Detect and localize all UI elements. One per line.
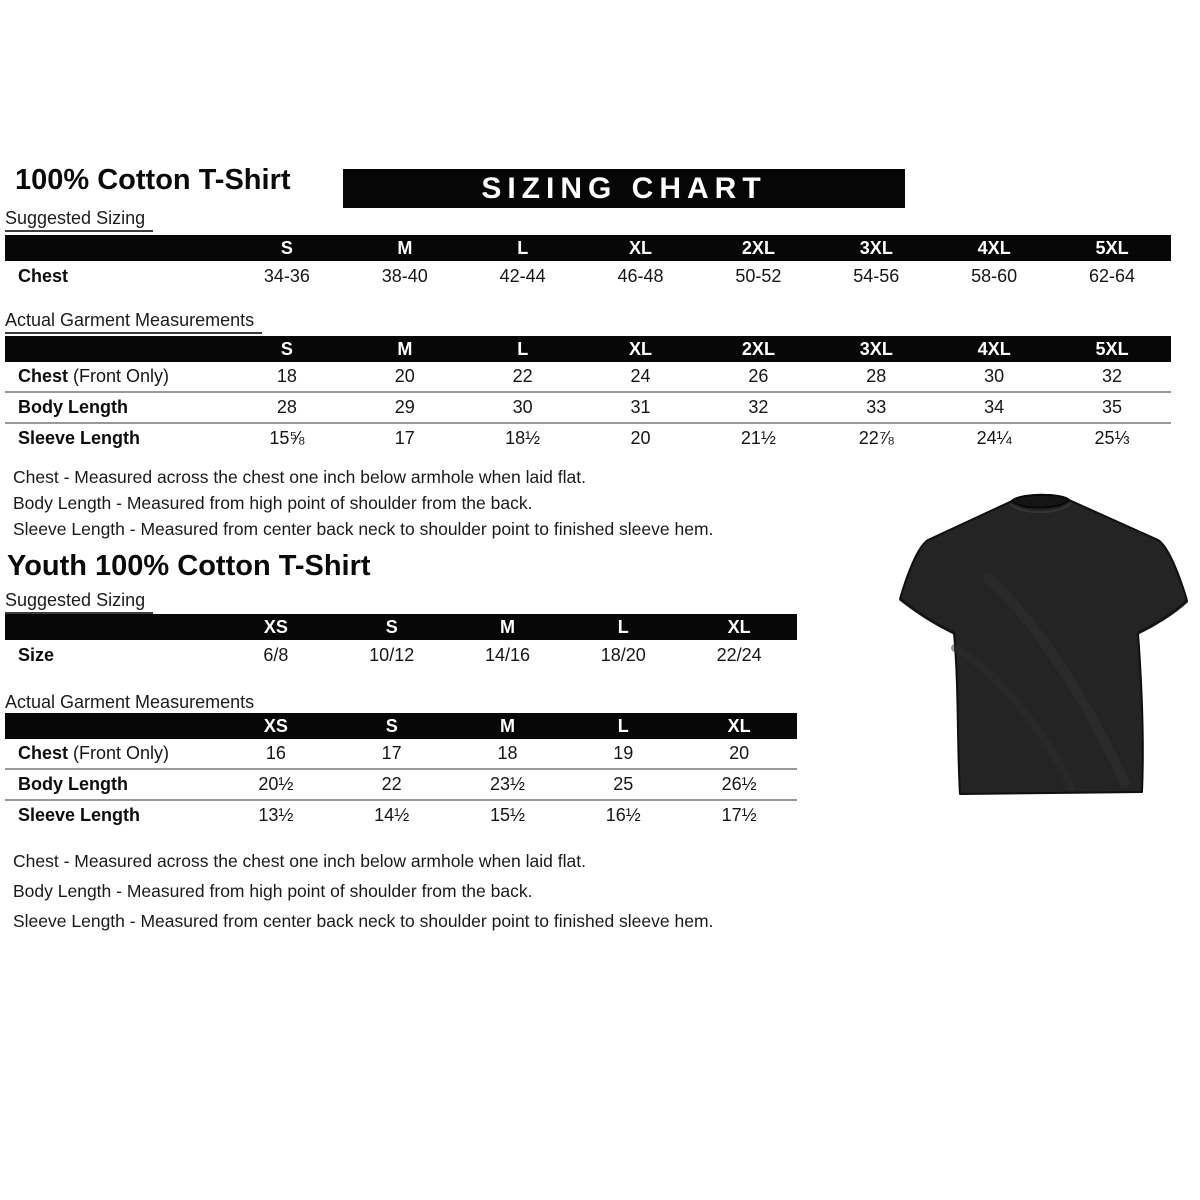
cell-value: 22⅞ xyxy=(817,423,935,453)
adult-actual-measurements-label: Actual Garment Measurements xyxy=(5,310,262,334)
cell-value: 34-36 xyxy=(263,265,310,286)
row-label xyxy=(5,739,218,769)
youth-actual-measurements-table xyxy=(5,713,797,830)
column-header-xs: XS xyxy=(218,713,334,739)
black-tshirt-photo xyxy=(893,483,1193,808)
cell-value: 22/24 xyxy=(716,644,762,665)
row-label-text: Chest xyxy=(18,743,69,763)
cell-value: 17 xyxy=(346,423,464,453)
cell-value: 23½ xyxy=(450,769,566,800)
cell-value: 18/20 xyxy=(600,644,646,665)
cell-value: 29 xyxy=(346,392,464,423)
table-row xyxy=(5,392,1171,423)
cell-value: 46-48 xyxy=(617,265,664,286)
cell-value: 25 xyxy=(565,769,681,800)
cell-value: 10/12 xyxy=(369,644,415,665)
column-header-xl: XL xyxy=(681,713,797,739)
column-header-m: M xyxy=(450,713,566,739)
cell-value: 32 xyxy=(700,392,818,423)
row-label xyxy=(5,769,218,800)
cell-value: 25⅓ xyxy=(1053,423,1171,453)
header-row xyxy=(5,713,797,739)
column-header-m: M xyxy=(450,614,566,640)
table-row xyxy=(5,423,1171,453)
cell-value: 20 xyxy=(394,366,415,386)
cell-value: 14/16 xyxy=(484,644,531,665)
cell-value: 17 xyxy=(381,743,402,763)
column-header-4xl: 4XL xyxy=(935,336,1053,362)
row-label-suffix: (Front Only) xyxy=(68,743,170,763)
cell-value: 26 xyxy=(748,366,769,386)
cell-value: 32 xyxy=(1102,366,1123,386)
adult-suggested-sizing-table xyxy=(5,235,1171,291)
column-header-l: L xyxy=(464,235,582,261)
table-row xyxy=(5,261,1171,291)
cell-value: 16½ xyxy=(565,800,681,830)
column-header-2xl: 2XL xyxy=(700,336,818,362)
column-header-s: S xyxy=(228,235,346,261)
header-row xyxy=(5,235,1171,261)
cell-value: 34 xyxy=(935,392,1053,423)
column-header-s: S xyxy=(334,713,450,739)
column-header-l: L xyxy=(464,336,582,362)
cell-value: 38-40 xyxy=(381,265,428,286)
youth-suggested-sizing-table xyxy=(5,614,797,670)
sleeve-length-note: Sleeve Length - Measured from center back neck to shoulder point to finished sleeve hem. xyxy=(13,519,714,539)
column-header-s: S xyxy=(334,614,450,640)
sizing-chart-banner: SIZING CHART xyxy=(343,169,905,208)
cell-value: 62-64 xyxy=(1089,265,1136,286)
row-label-suffix: (Front Only) xyxy=(68,366,170,386)
cell-value: 20 xyxy=(729,743,750,763)
cell-value: 58-60 xyxy=(971,265,1018,286)
cell-value: 54-56 xyxy=(853,265,900,286)
table-row xyxy=(5,739,797,769)
column-header-xl: XL xyxy=(582,336,700,362)
cell-value: 18 xyxy=(497,743,518,763)
column-header-5xl: 5XL xyxy=(1053,336,1171,362)
adult-suggested-sizing-label: Suggested Sizing xyxy=(5,208,153,232)
cell-value: 6/8 xyxy=(263,644,289,665)
cell-value: 24 xyxy=(630,366,651,386)
cell-value: 22 xyxy=(512,366,533,386)
row-label xyxy=(5,423,228,453)
cell-value: 15½ xyxy=(450,800,566,830)
cell-value: 24¼ xyxy=(935,423,1053,453)
cell-value: 14½ xyxy=(334,800,450,830)
youth-actual-measurements-label: Actual Garment Measurements xyxy=(5,692,262,716)
column-header-3xl: 3XL xyxy=(817,235,935,261)
cell-value: 22 xyxy=(334,769,450,800)
table-row xyxy=(5,640,797,670)
row-label-text: Chest xyxy=(18,265,69,286)
adult-section-title: 100% Cotton T-Shirt xyxy=(15,164,291,196)
column-header-empty xyxy=(5,235,228,261)
body-length-note: Body Length - Measured from high point of shoulder from the back. xyxy=(13,881,533,901)
adult-actual-measurements-table xyxy=(5,336,1171,453)
column-header-s: S xyxy=(228,336,346,362)
row-label xyxy=(5,362,228,392)
column-header-m: M xyxy=(346,235,464,261)
column-header-xs: XS xyxy=(218,614,334,640)
cell-value: 17½ xyxy=(681,800,797,830)
cell-value: 42-44 xyxy=(499,265,546,286)
youth-suggested-sizing-label: Suggested Sizing xyxy=(5,590,153,614)
cell-value: 20½ xyxy=(218,769,334,800)
cell-value: 28 xyxy=(866,366,887,386)
column-header-5xl: 5XL xyxy=(1053,235,1171,261)
adult-suggested-label-wrap xyxy=(5,208,153,232)
table-row xyxy=(5,769,797,800)
youth-section-title: Youth 100% Cotton T-Shirt xyxy=(7,550,371,582)
cell-value: 20 xyxy=(582,423,700,453)
column-header-3xl: 3XL xyxy=(817,336,935,362)
chest-note: Chest - Measured across the chest one inch below armhole when laid flat. xyxy=(13,467,586,487)
table-row xyxy=(5,800,797,830)
row-label xyxy=(5,261,228,291)
chest-note: Chest - Measured across the chest one inch below armhole when laid flat. xyxy=(13,851,586,871)
column-header-empty xyxy=(5,713,218,739)
column-header-xl: XL xyxy=(582,235,700,261)
cell-value: 26½ xyxy=(681,769,797,800)
column-header-l: L xyxy=(565,614,681,640)
body-length-note: Body Length - Measured from high point of shoulder from the back. xyxy=(13,493,533,513)
column-header-l: L xyxy=(565,713,681,739)
cell-value: 18½ xyxy=(464,423,582,453)
column-header-empty xyxy=(5,336,228,362)
column-header-empty xyxy=(5,614,218,640)
cell-value: 16 xyxy=(265,743,286,763)
adult-measurement-notes xyxy=(13,464,713,542)
header-row xyxy=(5,614,797,640)
cell-value: 30 xyxy=(984,366,1005,386)
cell-value: 35 xyxy=(1053,392,1171,423)
row-label-text: Chest xyxy=(18,366,69,386)
header-row xyxy=(5,336,1171,362)
cell-value: 15⅝ xyxy=(228,423,346,453)
cell-value: 28 xyxy=(228,392,346,423)
sleeve-length-note: Sleeve Length - Measured from center back neck to shoulder point to finished sleeve hem. xyxy=(13,911,714,931)
youth-measurement-notes xyxy=(13,846,713,936)
cell-value: 18 xyxy=(276,366,297,386)
row-label xyxy=(5,800,218,830)
cell-value: 31 xyxy=(582,392,700,423)
row-label xyxy=(5,640,218,670)
youth-suggested-label-wrap xyxy=(5,590,153,614)
cell-value: 50-52 xyxy=(735,265,782,286)
cell-value: 19 xyxy=(613,743,634,763)
table-row xyxy=(5,362,1171,392)
row-label-text: Sleeve Length xyxy=(18,805,141,825)
row-label-text: Sleeve Length xyxy=(18,428,141,448)
row-label xyxy=(5,392,228,423)
column-header-4xl: 4XL xyxy=(935,235,1053,261)
column-header-2xl: 2XL xyxy=(700,235,818,261)
adult-actual-label-wrap xyxy=(5,310,262,334)
row-label-text: Body Length xyxy=(18,774,128,794)
cell-value: 21½ xyxy=(700,423,818,453)
column-header-xl: XL xyxy=(681,614,797,640)
column-header-m: M xyxy=(346,336,464,362)
cell-value: 13½ xyxy=(218,800,334,830)
tshirt-collar-shape xyxy=(1012,495,1069,508)
cell-value: 33 xyxy=(817,392,935,423)
cell-value: 30 xyxy=(464,392,582,423)
row-label-text: Size xyxy=(18,644,55,665)
row-label-text: Body Length xyxy=(18,397,128,417)
